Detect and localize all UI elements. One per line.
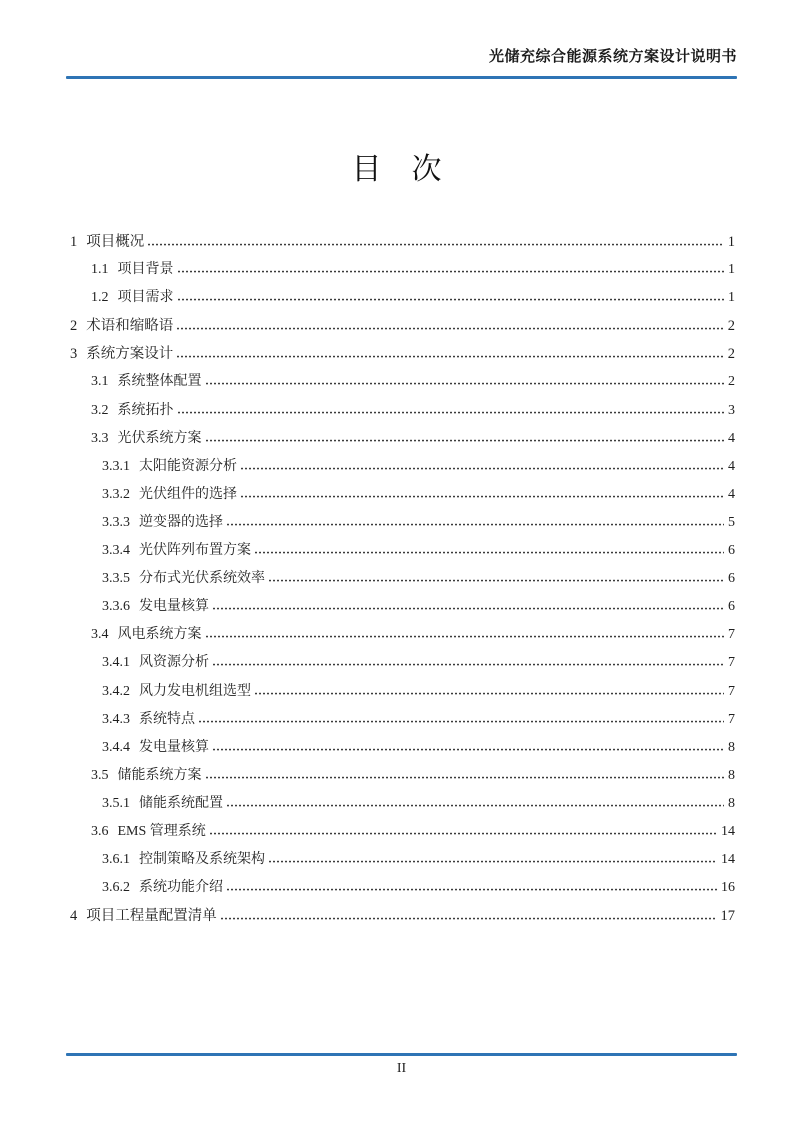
toc-entry-page: 17 — [720, 908, 735, 925]
toc-entry[interactable] — [70, 425, 735, 453]
dot-leader — [241, 494, 724, 498]
toc-entry-number: 1.1 — [91, 262, 109, 278]
toc-entry-label: 太阳能资源分析 — [139, 458, 237, 474]
toc-entry[interactable] — [70, 256, 735, 284]
toc-entry-number: 3.3.3 — [102, 514, 130, 530]
dot-leader — [178, 297, 725, 301]
dot-leader — [269, 859, 717, 863]
toc-entry-page: 4 — [728, 486, 735, 502]
toc-entry-page: 8 — [728, 795, 735, 811]
toc-entry-page: 6 — [728, 571, 735, 587]
toc-entry-number: 3.3.2 — [102, 486, 130, 502]
dot-leader — [206, 634, 725, 638]
dot-leader — [178, 410, 725, 414]
toc-entry-label: 光伏阵列布置方案 — [139, 543, 251, 559]
toc-entry-number: 3 — [70, 346, 78, 363]
dot-leader — [213, 662, 724, 666]
page-title: 目 次 — [351, 153, 442, 186]
toc-entry-number: 3.4.4 — [102, 739, 130, 755]
toc-entry[interactable] — [70, 509, 735, 537]
toc-entry-page: 7 — [728, 627, 735, 643]
toc-entry[interactable] — [70, 790, 735, 818]
toc-entry-number: 3.6 — [91, 823, 109, 839]
page-header — [66, 0, 737, 79]
dot-leader — [255, 691, 724, 695]
toc-entry-label: 系统整体配置 — [117, 374, 202, 390]
dot-leader — [210, 831, 717, 835]
toc-entry-label: 分布式光伏系统效率 — [139, 571, 265, 587]
page-footer — [66, 1053, 737, 1079]
toc-entry-label: 储能系统方案 — [117, 767, 202, 783]
toc-entry-page: 1 — [728, 262, 735, 278]
toc-entry-page: 16 — [721, 880, 735, 896]
dot-leader — [241, 466, 724, 470]
toc-entry-number: 3.1 — [91, 374, 109, 390]
footer-page-number: II — [396, 1061, 407, 1076]
toc-entry-number: 4 — [70, 908, 78, 925]
toc-entry[interactable] — [70, 649, 735, 677]
toc-entry-label: 风力发电机组选型 — [139, 683, 251, 699]
toc-entry[interactable] — [70, 902, 735, 930]
dot-leader — [206, 381, 725, 385]
toc-entry[interactable] — [70, 621, 735, 649]
toc-entry-label: 发电量核算 — [139, 739, 209, 755]
toc-entry-number: 3.6.1 — [102, 852, 130, 868]
toc-entry-label: 发电量核算 — [139, 599, 209, 615]
toc-entry-label: 系统功能介绍 — [139, 880, 223, 896]
toc-entry-page: 4 — [728, 430, 735, 446]
dot-leader — [227, 887, 717, 891]
toc-entry-label: 光伏系统方案 — [117, 430, 202, 446]
toc-entry-number: 3.3.1 — [102, 458, 130, 474]
toc-entry-label: 项目工程量配置清单 — [86, 908, 217, 925]
toc-entry-label: 术语和缩略语 — [86, 318, 174, 335]
toc-entry-page: 5 — [728, 514, 735, 530]
toc-entry[interactable] — [70, 565, 735, 593]
toc-entry-number: 3.3.4 — [102, 543, 130, 559]
toc-entry-label: 风资源分析 — [139, 655, 209, 671]
dot-leader — [206, 775, 725, 779]
toc-entry[interactable] — [70, 678, 735, 706]
toc-entry-page: 7 — [728, 655, 735, 671]
toc-entry[interactable] — [70, 706, 735, 734]
dot-leader — [177, 326, 724, 330]
toc-entry-number: 3.2 — [91, 402, 109, 418]
toc-entry-page: 6 — [728, 543, 735, 559]
toc-entry-number: 3.4.3 — [102, 711, 130, 727]
toc-entry[interactable] — [70, 537, 735, 565]
header-rule — [66, 76, 737, 79]
dot-leader — [255, 550, 724, 554]
dot-leader — [213, 606, 724, 610]
header-doc-title: 光储充综合能源系统方案设计说明书 — [488, 48, 737, 65]
toc-entry[interactable] — [70, 593, 735, 621]
toc-entry[interactable] — [70, 453, 735, 481]
toc-entry-page: 2 — [727, 318, 735, 335]
toc-entry-label: 光伏组件的选择 — [139, 486, 237, 502]
toc-entry[interactable] — [70, 874, 735, 902]
toc-entry[interactable] — [70, 818, 735, 846]
toc-entry[interactable] — [70, 397, 735, 425]
toc-entry-page: 1 — [728, 290, 735, 306]
toc-entry-page: 6 — [728, 599, 735, 615]
toc-entry-page: 8 — [728, 767, 735, 783]
dot-leader — [199, 719, 724, 723]
toc-entry-page: 2 — [728, 374, 735, 390]
toc-entry-label: 系统特点 — [139, 711, 195, 727]
toc-entry-number: 3.3.5 — [102, 571, 130, 587]
toc-entry-number: 1 — [70, 234, 78, 250]
toc-entry-number: 3.5.1 — [102, 795, 130, 811]
dot-leader — [213, 747, 724, 751]
toc-entry-label: 系统方案设计 — [86, 346, 174, 363]
table-of-contents — [70, 228, 735, 930]
toc-entry[interactable] — [70, 368, 735, 396]
footer-rule — [66, 1053, 737, 1056]
toc-entry-number: 2 — [70, 318, 78, 335]
toc-entry-number: 3.5 — [91, 767, 109, 783]
toc-entry-number: 3.4.1 — [102, 655, 130, 671]
dot-leader — [269, 578, 724, 582]
toc-entry-label: 项目概况 — [86, 234, 145, 250]
toc-entry-number: 3.3 — [91, 430, 109, 446]
dot-leader — [148, 242, 724, 246]
toc-entry-page: 7 — [728, 683, 735, 699]
dot-leader — [206, 438, 725, 442]
toc-entry-number: 3.3.6 — [102, 599, 130, 615]
dot-leader — [221, 916, 717, 920]
toc-entry-page: 3 — [728, 402, 735, 418]
toc-entry-number: 3.4 — [91, 627, 109, 643]
toc-entry-label: EMS 管理系统 — [117, 823, 206, 839]
toc-entry-number: 3.6.2 — [102, 880, 130, 896]
toc-entry[interactable] — [70, 481, 735, 509]
toc-entry-page: 8 — [728, 739, 735, 755]
toc-entry-label: 项目需求 — [117, 290, 174, 306]
toc-entry-page: 14 — [721, 823, 735, 839]
toc-entry-label: 项目背景 — [117, 262, 174, 278]
toc-entry[interactable] — [70, 762, 735, 790]
toc-entry-page: 7 — [728, 711, 735, 727]
toc-entry[interactable] — [70, 846, 735, 874]
toc-entry-label: 风电系统方案 — [117, 627, 202, 643]
toc-entry-label: 控制策略及系统架构 — [139, 852, 265, 868]
toc-entry-page: 4 — [728, 458, 735, 474]
toc-entry-page: 1 — [727, 234, 735, 250]
toc-entry-label: 储能系统配置 — [139, 795, 223, 811]
toc-entry-page: 14 — [721, 852, 735, 868]
toc-entry[interactable] — [70, 340, 735, 368]
toc-entry[interactable] — [70, 734, 735, 762]
toc-entry[interactable] — [70, 284, 735, 312]
dot-leader — [177, 354, 724, 358]
toc-entry[interactable] — [70, 312, 735, 340]
toc-entry-page: 2 — [727, 346, 735, 363]
toc-entry-label: 逆变器的选择 — [139, 514, 223, 530]
dot-leader — [227, 803, 724, 807]
toc-entry-label: 系统拓扑 — [117, 402, 174, 418]
toc-entry-number: 3.4.2 — [102, 683, 130, 699]
toc-entry-number: 1.2 — [91, 290, 109, 306]
dot-leader — [178, 269, 725, 273]
dot-leader — [227, 522, 724, 526]
toc-entry[interactable] — [70, 228, 735, 256]
